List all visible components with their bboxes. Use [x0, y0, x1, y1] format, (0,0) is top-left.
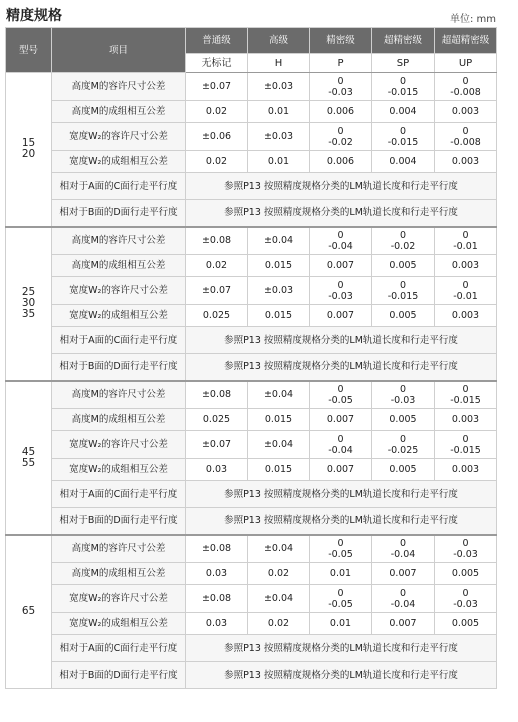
- value-cell: [372, 563, 435, 585]
- value-text: -0.05: [328, 598, 353, 610]
- header-symbol: P: [310, 54, 372, 73]
- value-text: 0: [337, 229, 344, 241]
- parallelism-reference: 参照P13 按照精度规格分类的LM轨道长度和行走平行度: [186, 173, 497, 200]
- item-label: 宽度W₂的容许尺寸公差: [52, 431, 186, 459]
- value-cell: [372, 305, 435, 327]
- value-text: ±0.06: [201, 131, 232, 142]
- value-text: ±0.04: [263, 543, 294, 555]
- item-label: 宽度W₂的成组相互公差: [52, 305, 186, 327]
- value-cell: [435, 431, 497, 459]
- item-label: 宽度W₂的容许尺寸公差: [52, 585, 186, 613]
- value-cell: [310, 123, 372, 151]
- table-body: [6, 73, 497, 689]
- parallelism-row: [6, 327, 497, 354]
- value-cell: [372, 101, 435, 123]
- value-cell: [248, 151, 310, 173]
- item-label: 高度M的成组相互公差: [52, 255, 186, 277]
- value-text: 0: [337, 75, 344, 87]
- value-text: 0: [337, 383, 344, 395]
- parallelism-row: [6, 481, 497, 508]
- item-label: 宽度W₂的成组相互公差: [52, 613, 186, 635]
- value-text: 0.02: [267, 618, 290, 629]
- header-grade: 普通级: [186, 28, 248, 54]
- value-cell: [248, 459, 310, 481]
- value-text: -0.02: [328, 136, 353, 148]
- value-cell: [310, 563, 372, 585]
- value-text: ±0.07: [201, 81, 232, 92]
- value-cell: [186, 459, 248, 481]
- item-label: 宽度W₂的容许尺寸公差: [52, 123, 186, 151]
- parallelism-reference: 参照P13 按照精度规格分类的LM轨道长度和行走平行度: [186, 481, 497, 508]
- value-text: ±0.03: [263, 81, 294, 92]
- value-text: 0.006: [326, 106, 355, 117]
- value-cell: [186, 535, 248, 563]
- parallelism-reference: 参照P13 按照精度规格分类的LM轨道长度和行走平行度: [186, 508, 497, 535]
- value-cell: [248, 535, 310, 563]
- value-cell: [186, 123, 248, 151]
- value-cell: [310, 305, 372, 327]
- value-text: ±0.04: [263, 235, 294, 247]
- value-cell: [186, 73, 248, 101]
- table-row: [6, 101, 497, 123]
- header-symbol: SP: [372, 54, 435, 73]
- value-text: -0.008: [450, 136, 481, 148]
- value-text: -0.03: [390, 394, 416, 406]
- value-text: 0.007: [389, 568, 417, 579]
- value-cell: [435, 123, 497, 151]
- table-row: [6, 73, 497, 101]
- value-text: -0.05: [328, 394, 353, 406]
- item-label: 高度M的成组相互公差: [52, 563, 186, 585]
- value-text: 0.003: [451, 260, 480, 271]
- value-text: ±0.08: [201, 235, 232, 247]
- value-text: -0.04: [328, 240, 353, 252]
- parallelism-label: 相对于B面的D面行走平行度: [52, 200, 186, 227]
- value-text: 0.005: [389, 310, 417, 321]
- value-text: 0.003: [451, 414, 480, 425]
- item-label: 高度M的容许尺寸公差: [52, 73, 186, 101]
- value-cell: [248, 255, 310, 277]
- value-text: 0.02: [205, 156, 228, 167]
- value-cell: [372, 123, 435, 151]
- header-grade: 超精密级: [372, 28, 435, 54]
- value-cell: [310, 255, 372, 277]
- value-text: 0.003: [451, 464, 480, 475]
- value-text: -0.03: [328, 290, 353, 302]
- value-text: 0: [462, 537, 469, 549]
- value-cell: [310, 585, 372, 613]
- value-text: -0.03: [328, 86, 353, 98]
- value-cell: [186, 431, 248, 459]
- value-cell: [248, 409, 310, 431]
- value-text: -0.015: [387, 86, 419, 98]
- model-cell: [6, 381, 52, 535]
- model-cell: [6, 227, 52, 381]
- value-cell: [372, 409, 435, 431]
- value-cell: [435, 73, 497, 101]
- value-text: -0.02: [390, 240, 416, 252]
- value-cell: [310, 151, 372, 173]
- value-text: ±0.08: [201, 593, 232, 604]
- value-text: -0.015: [450, 394, 481, 406]
- value-text: 0: [399, 125, 407, 137]
- value-cell: [310, 409, 372, 431]
- value-text: ±0.03: [263, 285, 294, 296]
- value-cell: [372, 381, 435, 409]
- value-cell: [435, 585, 497, 613]
- value-text: ±0.08: [201, 389, 232, 401]
- value-text: 0: [462, 125, 469, 137]
- value-cell: [435, 151, 497, 173]
- parallelism-label: 相对于A面的C面行走平行度: [52, 481, 186, 508]
- value-cell: [435, 305, 497, 327]
- value-cell: [186, 255, 248, 277]
- value-cell: [248, 123, 310, 151]
- model-number: 55: [21, 456, 36, 469]
- value-text: -0.04: [390, 598, 416, 610]
- value-cell: [310, 277, 372, 305]
- value-text: 0.02: [267, 568, 290, 579]
- value-text: -0.015: [387, 136, 419, 148]
- value-text: ±0.08: [201, 543, 232, 555]
- value-cell: [310, 227, 372, 255]
- table-row: [6, 255, 497, 277]
- header-symbol: H: [248, 54, 310, 73]
- item-label: 高度M的成组相互公差: [52, 409, 186, 431]
- value-text: -0.01: [453, 290, 478, 302]
- value-text: 0: [337, 279, 344, 291]
- model-number: 15: [21, 137, 36, 150]
- value-text: ±0.07: [201, 439, 232, 450]
- value-cell: [372, 73, 435, 101]
- value-cell: [248, 101, 310, 123]
- table-row: [6, 277, 497, 305]
- header-grade: 高级: [248, 28, 310, 54]
- value-text: -0.04: [328, 444, 353, 456]
- value-cell: [435, 613, 497, 635]
- value-text: 0.005: [389, 414, 417, 425]
- value-text: 0.007: [326, 310, 355, 321]
- value-cell: [372, 459, 435, 481]
- header-symbol: 无标记: [186, 54, 248, 73]
- value-cell: [186, 101, 248, 123]
- value-text: 0.01: [329, 618, 352, 629]
- value-cell: [248, 585, 310, 613]
- value-text: 0: [337, 125, 344, 137]
- table-row: [6, 585, 497, 613]
- parallelism-label: 相对于A面的C面行走平行度: [52, 173, 186, 200]
- header-model: 型号: [6, 28, 52, 73]
- value-cell: [186, 563, 248, 585]
- page-title: 精度规格: [6, 8, 62, 24]
- value-text: -0.04: [390, 548, 416, 560]
- model-number: 45: [21, 445, 36, 458]
- value-text: 0: [462, 75, 469, 87]
- value-text: 0.003: [451, 310, 480, 321]
- value-text: 0.004: [389, 156, 417, 167]
- value-text: 0: [399, 75, 407, 87]
- value-cell: [186, 409, 248, 431]
- table-row: [6, 305, 497, 327]
- value-cell: [186, 227, 248, 255]
- value-cell: [186, 277, 248, 305]
- value-text: 0.003: [451, 106, 480, 117]
- value-cell: [186, 305, 248, 327]
- value-cell: [248, 613, 310, 635]
- precision-spec-table: [5, 27, 497, 689]
- value-cell: [372, 431, 435, 459]
- value-text: 0.007: [389, 618, 417, 629]
- value-text: 0: [399, 433, 407, 445]
- value-text: 0.01: [329, 568, 352, 579]
- model-number: 25: [21, 286, 36, 298]
- value-cell: [310, 459, 372, 481]
- model-cell: [6, 73, 52, 227]
- parallelism-row: [6, 173, 497, 200]
- model-number: 65: [21, 605, 36, 618]
- value-text: 0.005: [389, 260, 417, 271]
- table-row: [6, 151, 497, 173]
- value-cell: [248, 381, 310, 409]
- value-cell: [186, 585, 248, 613]
- value-cell: [248, 563, 310, 585]
- parallelism-reference: 参照P13 按照精度规格分类的LM轨道长度和行走平行度: [186, 200, 497, 227]
- value-text: 0.005: [451, 618, 480, 629]
- value-text: 0: [337, 587, 344, 599]
- item-label: 宽度W₂的成组相互公差: [52, 151, 186, 173]
- table-row: [6, 563, 497, 585]
- value-text: 0: [399, 229, 407, 241]
- value-text: -0.015: [450, 444, 481, 456]
- value-text: 0: [399, 383, 407, 395]
- parallelism-label: 相对于B面的D面行走平行度: [52, 508, 186, 535]
- value-text: -0.025: [387, 444, 419, 456]
- value-cell: [186, 613, 248, 635]
- parallelism-label: 相对于A面的C面行走平行度: [52, 635, 186, 662]
- model-number: 30: [21, 297, 36, 309]
- value-cell: [248, 227, 310, 255]
- value-cell: [186, 151, 248, 173]
- item-label: 宽度W₂的成组相互公差: [52, 459, 186, 481]
- value-cell: [435, 563, 497, 585]
- parallelism-row: [6, 508, 497, 535]
- value-text: 0.007: [326, 414, 355, 425]
- value-cell: [310, 381, 372, 409]
- value-cell: [435, 459, 497, 481]
- item-label: 高度M的成组相互公差: [52, 101, 186, 123]
- value-text: 0: [337, 537, 344, 549]
- value-text: 0.025: [202, 414, 231, 425]
- value-cell: [248, 305, 310, 327]
- value-text: 0.03: [205, 464, 228, 475]
- value-cell: [372, 151, 435, 173]
- value-text: 0.006: [326, 156, 355, 167]
- value-text: -0.01: [453, 240, 478, 252]
- value-text: 0.02: [205, 260, 228, 271]
- model-number: 35: [21, 308, 36, 320]
- value-cell: [435, 381, 497, 409]
- value-cell: [186, 381, 248, 409]
- value-text: 0.015: [264, 414, 293, 425]
- value-cell: [248, 73, 310, 101]
- value-text: 0.003: [451, 156, 480, 167]
- value-text: -0.03: [453, 548, 478, 560]
- value-text: 0.02: [205, 106, 228, 117]
- value-text: ±0.04: [263, 389, 294, 401]
- header-item: 项目: [52, 28, 186, 73]
- value-text: 0.015: [264, 464, 293, 475]
- value-cell: [310, 535, 372, 563]
- value-cell: [310, 101, 372, 123]
- value-text: 0.004: [389, 106, 417, 117]
- value-text: 0.005: [389, 464, 417, 475]
- value-text: 0.005: [451, 568, 480, 579]
- value-text: 0: [462, 587, 469, 599]
- model-cell: [6, 535, 52, 689]
- value-cell: [372, 277, 435, 305]
- value-text: 0.015: [264, 310, 293, 321]
- value-text: 0: [399, 279, 407, 291]
- value-text: 0.007: [326, 464, 355, 475]
- value-text: 0.03: [205, 618, 228, 629]
- item-label: 高度M的容许尺寸公差: [52, 381, 186, 409]
- value-text: 0.025: [202, 310, 231, 321]
- parallelism-reference: 参照P13 按照精度规格分类的LM轨道长度和行走平行度: [186, 635, 497, 662]
- parallelism-label: 相对于B面的D面行走平行度: [52, 662, 186, 689]
- parallelism-reference: 参照P13 按照精度规格分类的LM轨道长度和行走平行度: [186, 327, 497, 354]
- value-text: 0.007: [326, 260, 355, 271]
- value-cell: [435, 535, 497, 563]
- value-text: ±0.04: [263, 593, 294, 604]
- value-cell: [310, 431, 372, 459]
- header-symbol: UP: [435, 54, 497, 73]
- value-text: 0: [399, 537, 407, 549]
- value-text: 0: [337, 433, 344, 445]
- value-text: 0: [462, 279, 469, 291]
- value-cell: [310, 613, 372, 635]
- value-text: 0.03: [205, 568, 228, 579]
- value-text: ±0.03: [263, 131, 294, 142]
- parallelism-row: [6, 200, 497, 227]
- table-row: [6, 227, 497, 255]
- value-text: 0: [462, 229, 469, 241]
- value-cell: [435, 277, 497, 305]
- value-cell: [372, 585, 435, 613]
- table-row: [6, 459, 497, 481]
- parallelism-row: [6, 635, 497, 662]
- value-text: -0.015: [387, 290, 419, 302]
- table-row: [6, 123, 497, 151]
- value-cell: [435, 101, 497, 123]
- value-cell: [435, 409, 497, 431]
- value-text: 0: [462, 433, 469, 445]
- parallelism-reference: 参照P13 按照精度规格分类的LM轨道长度和行走平行度: [186, 662, 497, 689]
- value-cell: [372, 613, 435, 635]
- value-cell: [435, 227, 497, 255]
- model-number: 20: [21, 148, 36, 161]
- parallelism-label: 相对于B面的D面行走平行度: [52, 354, 186, 381]
- table-row: [6, 409, 497, 431]
- item-label: 高度M的容许尺寸公差: [52, 227, 186, 255]
- value-cell: [248, 431, 310, 459]
- item-label: 高度M的容许尺寸公差: [52, 535, 186, 563]
- value-text: -0.008: [450, 86, 481, 98]
- value-cell: [372, 255, 435, 277]
- header-grade: 超超精密级: [435, 28, 497, 54]
- parallelism-label: 相对于A面的C面行走平行度: [52, 327, 186, 354]
- unit-label: 单位: mm: [449, 14, 496, 25]
- value-cell: [248, 277, 310, 305]
- value-text: ±0.07: [201, 285, 232, 296]
- value-cell: [372, 227, 435, 255]
- value-cell: [435, 255, 497, 277]
- parallelism-row: [6, 662, 497, 689]
- value-text: 0.015: [264, 260, 293, 271]
- header-grade: 精密级: [310, 28, 372, 54]
- table-row: [6, 381, 497, 409]
- value-cell: [310, 73, 372, 101]
- value-text: -0.05: [328, 548, 353, 560]
- item-label: 宽度W₂的容许尺寸公差: [52, 277, 186, 305]
- value-text: ±0.04: [263, 439, 294, 450]
- parallelism-reference: 参照P13 按照精度规格分类的LM轨道长度和行走平行度: [186, 354, 497, 381]
- table-row: [6, 431, 497, 459]
- value-text: -0.03: [453, 598, 478, 610]
- table-row: [6, 613, 497, 635]
- value-text: 0: [462, 383, 469, 395]
- parallelism-row: [6, 354, 497, 381]
- table-row: [6, 535, 497, 563]
- value-text: 0.01: [267, 156, 290, 167]
- value-cell: [372, 535, 435, 563]
- value-text: 0: [399, 587, 407, 599]
- value-text: 0.01: [267, 106, 290, 117]
